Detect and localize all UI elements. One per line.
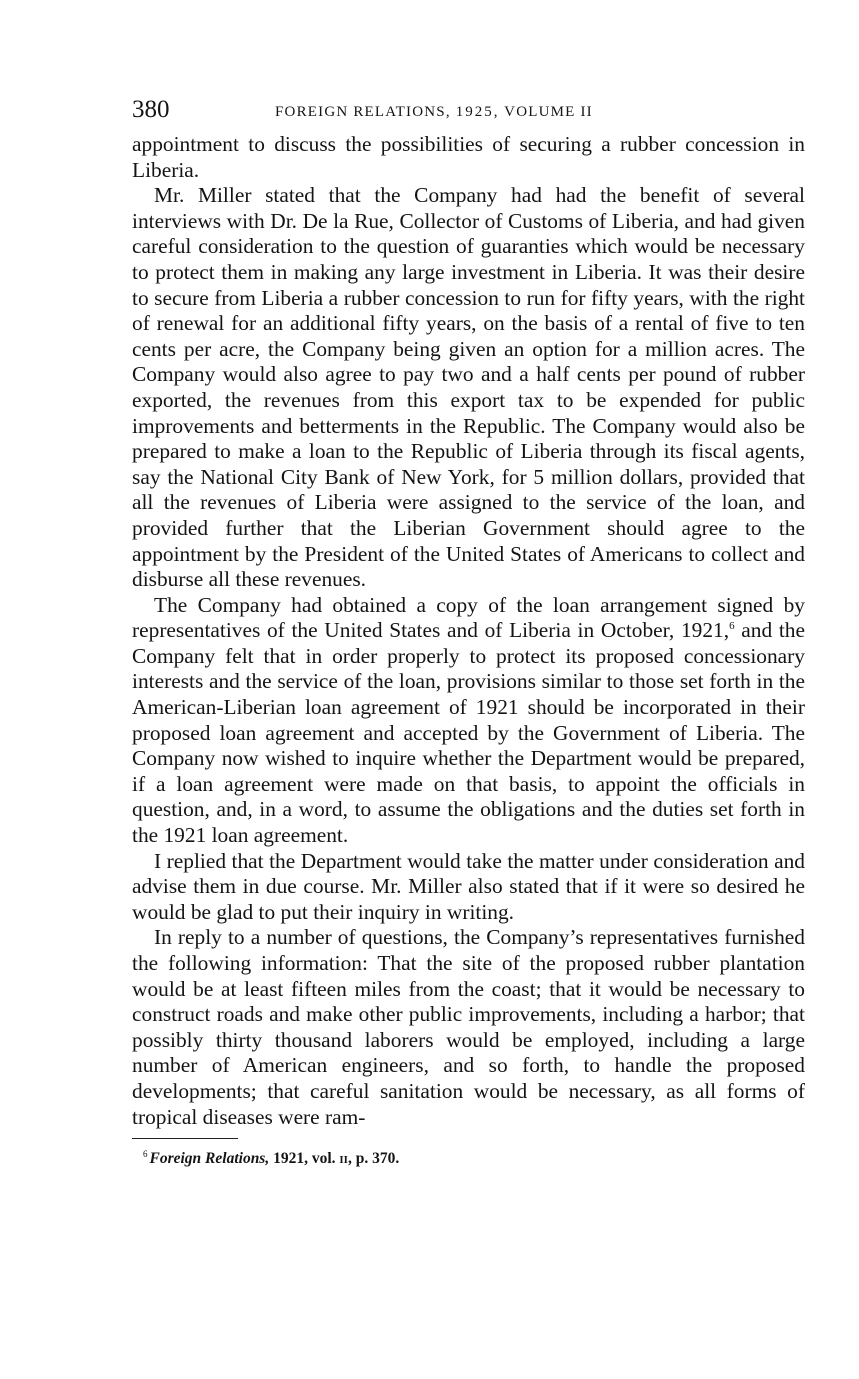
- footnote: [132, 1149, 805, 1169]
- running-head-year: 1925,: [455, 104, 500, 120]
- footnote-volume: ii: [339, 1150, 348, 1168]
- paragraph-loan-arrangement-start: The Company had obtained a copy of the loan arrangement signed by representatives of the United States and of Liberia in October, 1921,: [132, 592, 805, 643]
- footnote-reference[interactable]: 6: [729, 620, 735, 633]
- running-head: [275, 94, 593, 130]
- paragraph-loan-arrangement: [132, 593, 805, 849]
- document-page: [132, 92, 805, 1169]
- footnote-divider: [132, 1138, 238, 1139]
- paragraph-reply: I replied that the Department would take the matter under consideration and advise them in due course. Mr. Miller also stated that if it were so desired he would be glad to put their inquiry in writing.: [132, 848, 805, 924]
- paragraph-miller-statement: Mr. Miller stated that the Company had had the benefit of several interviews with Dr. De la Rue, Collector of Customs of Liberia, and had given careful consideration to the question of guaranties which would be necessary to protect them in making any large investment in Liberia. It was their desire to secure from Liberia a rubber concession to run for fifty years, with the right of renewal for an additional fifty years, on the basis of a rental of five to ten cents per acre, the Company being given an option for a million acres. The Company would also agree to pay two and a half cents per pound of rubber exported, the revenues from this export tax to be expended for public improvements and betterments in the Republic. The Company would also be prepared to make a loan to the Republic of Liberia through its fiscal agents, say the National City Bank of New York, for 5 million dollars, provided that all the revenues of Liberia were assigned to the service of the loan, and provided further that the Liberian Government should agree to the appointment by the President of the United States of Americans to collect and disburse all these revenues.: [132, 183, 805, 592]
- footnote-marker: 6: [143, 1149, 148, 1159]
- running-head-title: FOREIGN RELATIONS,: [275, 104, 451, 120]
- page-number: 380: [132, 96, 170, 123]
- page-header: [132, 92, 805, 128]
- footnote-year: 1921, vol.: [269, 1150, 340, 1168]
- paragraph-loan-arrangement-end: and the Company felt that in order properly to protect its proposed concessionary interests and the service of the loan, provisions similar to those set forth in the American-Liberian loan agreement of 1921 should be incorporated in their proposed loan agreement and accepted by the Government of Liberia. The Company now wished to inquire whether the Department would be prepared, if a loan agreement were made on that basis, to appoint the officials in question, and, in a word, to assume the obligations and the duties set forth in the 1921 loan agreement.: [132, 618, 805, 848]
- running-head-volume: VOLUME II: [504, 104, 593, 120]
- footnote-page: , p. 370.: [347, 1150, 400, 1168]
- footnote-title: Foreign Relations,: [149, 1150, 270, 1168]
- paragraph-continuation: appointment to discuss the possibilities of securing a rubber concession in Liberia.: [132, 132, 805, 182]
- paragraph-questions: In reply to a number of questions, the Company’s representatives furnished the following information: That the site of the proposed rubber plantation would be at least fifteen miles from the coast; that it would be necessary to construct roads and make other public improvements, including a harbor; that possibly thirty thousand laborers would be employed, including a large number of American engineers, and so forth, to handle the proposed developments; that careful sanitation would be necessary, as all forms of tropical diseases were ram-: [132, 925, 805, 1129]
- body-text: [132, 132, 805, 1130]
